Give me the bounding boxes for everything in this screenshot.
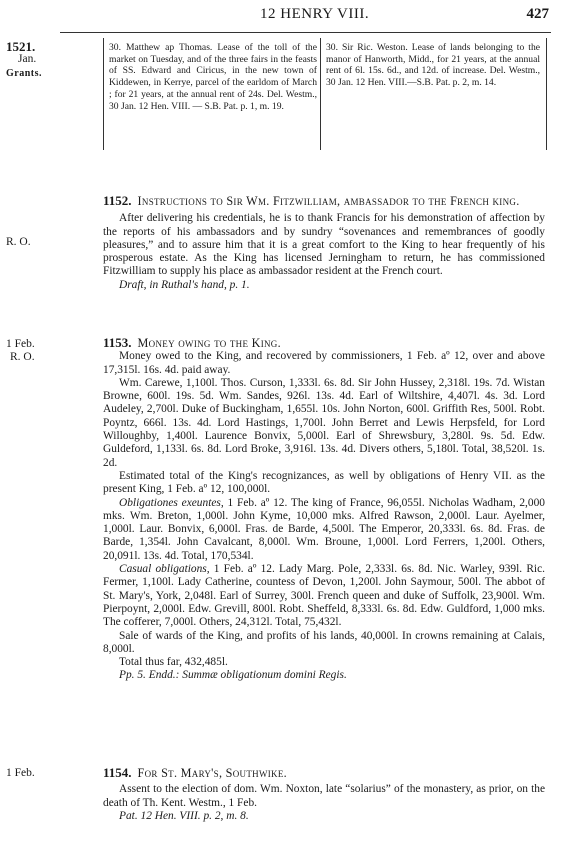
entry-1153	[103, 336, 545, 683]
entry-number: 1153.	[103, 335, 132, 350]
entry-paragraph: Estimated total of the King's recognizances, as well by obligations of Henry VII. as the present King, 1 Feb. aº 12, 100,000l.	[103, 469, 545, 496]
grants-label: Grants.	[6, 67, 42, 79]
entry-paragraph: Money owed to the King, and recovered by commissioners, 1 Feb. aº 12, over and above 17,315l. 16s. 4d. paid away.	[103, 350, 545, 376]
month-label: Jan.	[18, 53, 37, 66]
margin-date-1153	[6, 338, 35, 365]
entry-body: After delivering his credentials, he is to thank Francis for his demonstration of affection by the reports of his ambassadors and by sundry “sovenances and remembrances of goodly pleasures,” and to assure him that it is a great comfort to the King to hear frequently of his prosperous estate. As the King has licensed Jerningham to return, he has commissioned Fitzwilliam to supply his place as ambassador resident at the French court.	[103, 212, 545, 278]
paragraph-label: Casual obligations,	[119, 563, 210, 576]
entry-1152	[103, 194, 545, 292]
margin-date-1154: 1 Feb.	[6, 767, 35, 779]
entry-paragraph: Sale of wards of the King, and profits of his lands, 40,000l. In crowns remaining at Calais, 8,000l.	[103, 629, 545, 655]
paragraph-text: 1 Feb. aº 12. The king of France, 96,055l. Nicholas Wadham, 2,000 mks. Wm. Breton, 1,000l. John Kyme, 10,000 mks. Alfred Rawson, 2,000l. Laur. Ayelmer, 1,000l. Laur. Bonvix, 6,000l. Fras. de Barde, 4,500l. The Emperor, 20,333l. 6s. 8d. Fras. de Barde, 1,354l. John Cavalcant, 8,000l. Wm. Broune, 1,000l. Lord Ferrers, 1,200l. Others, 20,091l. 13s. 4d. Total, 170,534l.	[103, 496, 545, 562]
entry-1154	[103, 766, 545, 823]
year-label: 1521.	[6, 39, 36, 54]
entry-note: Pp. 5. Endd.: Summæ obligationum domini Regis.	[119, 669, 347, 682]
entry-body: Assent to the election of dom. Wm. Noxton, late “solarius” of the monastery, as prior, on the death of Th. Kent. Westm., 1 Feb.	[103, 783, 545, 809]
entry-note: Draft, in Ruthal's hand, p. 1.	[119, 278, 250, 291]
margin-year	[6, 40, 42, 80]
entry-number: 1154.	[103, 765, 132, 780]
entry-heading: Money owing to the King.	[137, 336, 281, 350]
entry-number: 1152.	[103, 193, 132, 208]
entry-paragraph	[103, 563, 545, 629]
date-1153: 1 Feb.	[6, 338, 35, 350]
entry-heading: For St. Mary's, Southwike.	[137, 766, 287, 780]
running-title: 12 HENRY VIII.	[260, 6, 370, 22]
ro-1153: R. O.	[10, 351, 35, 364]
page-number: 427	[526, 6, 549, 22]
grant-right: 30. Sir Ric. Weston. Lease of lands belonging to the manor of Hanworth, Midd., for 21 years, at the annual rent of 6l. 15s. 6d., and 12d. of increase. Del. Westm., 30 Jan. 12 Hen. VIII.—S.B. Pat. p. 2, m. 14.	[326, 42, 540, 89]
entry-paragraph	[103, 497, 545, 563]
column-divider	[320, 38, 321, 150]
paragraph-label: Obligationes exeuntes,	[119, 496, 224, 509]
grants-block	[103, 38, 547, 150]
entry-paragraph: Total thus far, 432,485l.	[119, 656, 228, 669]
paragraph-text: 1 Feb. aº 12. Lady Marg. Pole, 2,333l. 6s. 8d. Nic. Warley, 939l. Ric. Fermer, 1,100l. Lady Catherine, countess of Devon, 1,200l. John Saymour, 500l. The abbot of St. Mary's, York, 2,048l. Earl of Surrey, 300l. French queen and duke of Suffolk, 23,900l. Wm. Pierpoynt, 2,000l. Edw. Grevill, 800l. Robt. Sheffeld, 8,333l. 6s. 8d. Edw. Guldford, 1,000 mks. The cofferer, 7,000l. Others, 24,312l. Total, 75,432l.	[103, 563, 545, 629]
grant-left: 30. Matthew ap Thomas. Lease of the toll of the market on Tuesday, and of the three fairs in the feasts of SS. Edward and Ciricus, in the new town of Kiddewen, in Kerrye, parcel of the earldom of March ; for 21 years, at the annual rent of 24s. Del. Westm., 30 Jan. 12 Hen. VIII. — S.B. Pat. p. 1, m. 19.	[109, 42, 317, 112]
entry-paragraph: Wm. Carewe, 1,100l. Thos. Curson, 1,333l. 6s. 8d. Sir John Hussey, 2,318l. 19s. 7d. Wistan Browne, 600l. 19s. 5d. Wm. Sandes, 926l. 13s. 4d. Earl of Wiltshire, 4,407l. 4s. 3d. Lord Audeley, 2,700l. Duke of Buckingham, 1,655l. 10s. John Norton, 600l. Griffith Res, 500l. Robt. Poyntz, 666l. 13s. 4d. Lord Hastings, 1,700l. John Berret and Lewis Herpsfeld, for Lord Willoughby, 1,400l. Laurence Bonvix, 5,000l. Earl of Shrewsbury, 3,280l. 9s. 5d. Edw. Guldeford, 1,133l. 6s. 8d. Lord Broke, 3,916l. 13s. 4d. Divers others, 5,180l. Total, 38,520l. 1s. 2d.	[103, 376, 545, 469]
entry-heading: Instructions to Sir Wm. Fitzwilliam, ambassador to the French king.	[137, 194, 520, 208]
entry-note: Pat. 12 Hen. VIII. p. 2, m. 8.	[119, 809, 249, 822]
running-header	[60, 4, 551, 33]
margin-ro-1152: R. O.	[6, 236, 31, 248]
